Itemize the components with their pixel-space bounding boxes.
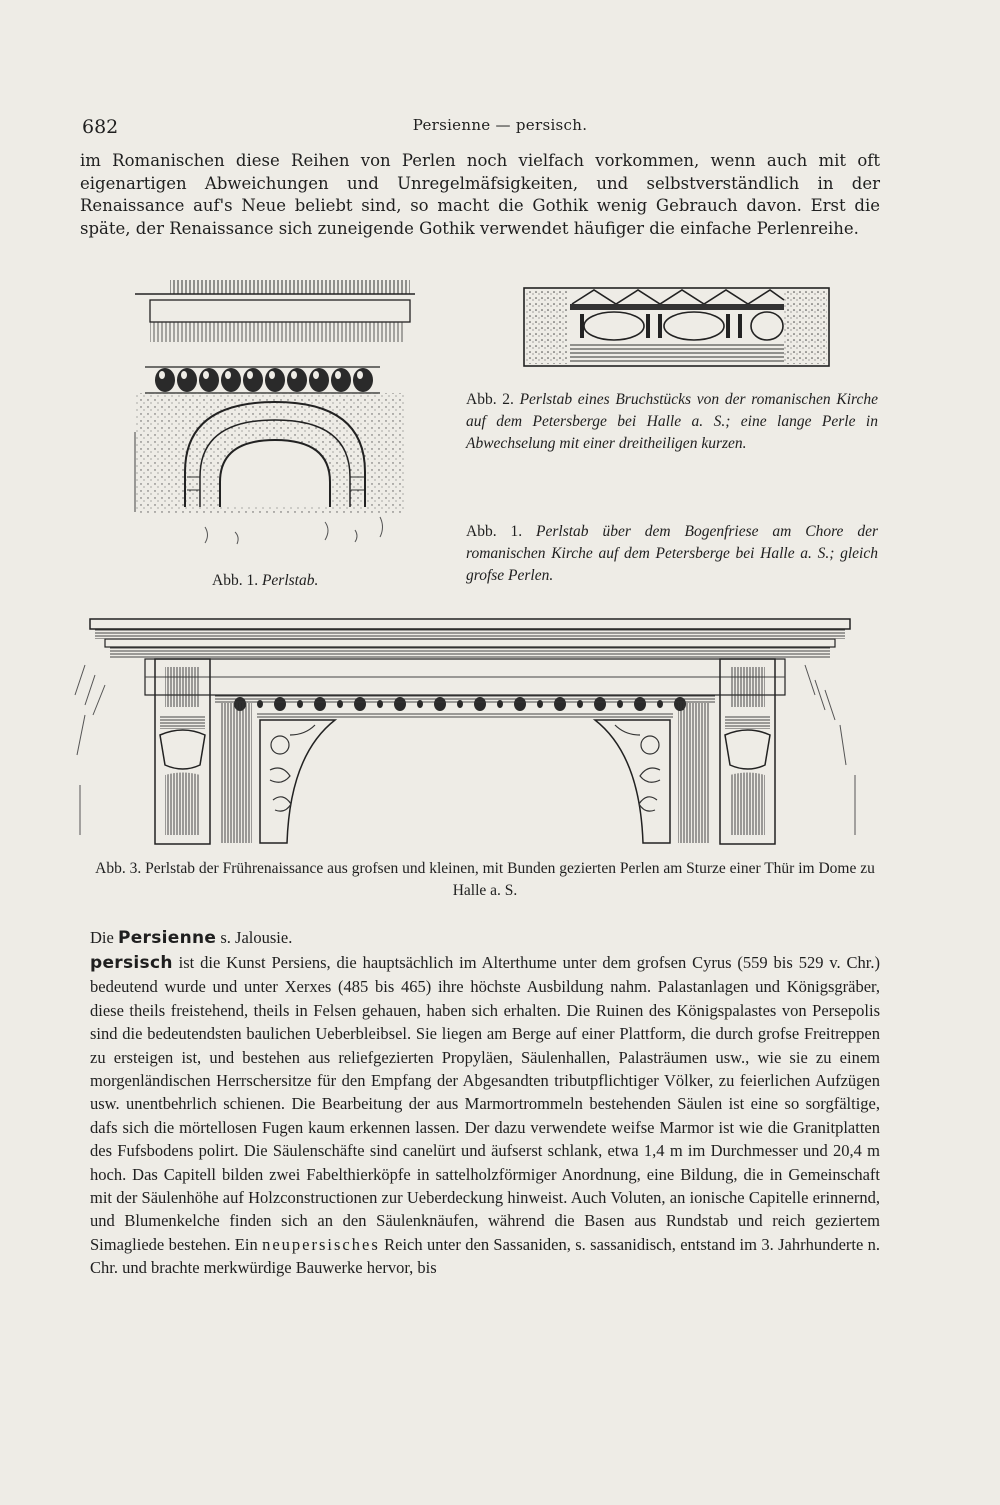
figure-1-long-caption — [466, 521, 878, 587]
intro-paragraph: im Romanischen diese Reihen von Perlen noch vielfach vorkommen, wenn auch mit oft eigenartigen Abweichungen und Unregelmäfsigkeiten, und selbstverständlich in der Renaissance auf's Neue beliebt sind, so macht die Gothik wenig Gebrauch davon. Erst die späte, der Renaissance sich zuneigende Gothik verwendet häufiger die einfache Perlenreihe. — [80, 151, 880, 238]
figure-3-caption — [90, 858, 880, 902]
figure-3-label: Abb. 3. — [95, 860, 142, 877]
entry-persisch-text-1: ist die Kunst Persiens, die hauptsächlich im Alterthume unter dem grofsen Cyrus (559 bis 529 v. Chr.) bedeutend wurde und unter Xerxes (485 bis 465) ihre höchste Ausbildung nahm. Palastanlagen und Königsgräber, diese theils freistehend, theils in Felsen gehauen, haben sich erhalten. Die Ruinen des Königspalastes von Persepolis sind die bedeutendsten baulichen Ueberbleibsel. Sie liegen am Berge auf einer Plattform, die durch grofse Freitreppen zu ersteigen ist, und bestehen aus reliefgezierten Propyläen, Säulenhallen, Palasträumen usw., wie sie zu einem morgenländischen Herrschersitze für den Empfang der Abgesandten tributpflichtiger Völker, zu feierlichen Aufzügen usw. unentbehrlich schienen. Die Bearbeitung der aus Marmortrommeln bestehenden Säulen ist eine so sorgfältige, dafs sich die mörtellosen Fugen kaum erkennen lassen. Der dazu verwendete weifse Marmor ist wie die Granitplatten des Fufsbodens polirt. Die Säulenschäfte sind canelürt und äufserst schlank, etwa 1,4 m im Durchmesser und 20,4 m hoch. Das Capitell bilden zwei Fabelthierköpfe in sattelholzförmiger Anordnung, eine Bildung, die in Gemeinschaft mit der Säulenhöhe auf Holzconstructionen zur Ueberdeckung hinweist. Auch Voluten, an ionische Capitelle erinnernd, und Blumenkelche finden sich an den Säulenknäufen, während die Basen aus Rundstab und reich geziertem Simagliede bestehen. Ein — [90, 953, 881, 1254]
figure-1-short-text: Perlstab. — [261, 572, 319, 589]
entry-persisch — [90, 951, 880, 1280]
page-number: 682 — [82, 116, 119, 138]
figure-2-label: Abb. 2. — [466, 391, 514, 408]
figure-1-long-label: Abb. 1. — [466, 523, 523, 540]
figure-2-caption-text: Perlstab eines Bruchstücks von der romanischen Kirche auf dem Petersberge bei Halle a. S.; eine lange Perle in Abwechselung mit einer dreitheiligen kurzen. — [466, 391, 878, 452]
entry-persienne-text: s. Jalousie. — [220, 928, 293, 947]
entry-persienne-headword: Persienne — [117, 928, 217, 948]
entry-persisch-headword: persisch — [90, 953, 173, 973]
running-head: Persienne — persisch. — [412, 116, 588, 134]
entry-persisch-spaced-term: neupersisches — [262, 1234, 380, 1254]
figure-1-short-caption — [212, 570, 318, 592]
figure-3-illustration — [65, 605, 870, 850]
figure-1-illustration — [125, 272, 435, 577]
figure-1-label: Abb. 1. — [212, 572, 259, 589]
entry-persisch-text-2: Reich unter den Sassaniden, s. sassanidisch, entstand im 3. Jahrhunderte n. Chr. und brachte merkwürdige Bauwerke hervor, bis — [90, 1234, 881, 1278]
entry-persienne-prefix: Die — [90, 928, 114, 947]
figure-1-long-caption-text: Perlstab über dem Bogenfriese am Chore der romanischen Kirche auf dem Petersberge bei Halle a. S.; gleich grofse Perlen. — [466, 523, 879, 584]
figure-2-caption — [466, 389, 878, 455]
entry-persienne — [90, 926, 880, 950]
figure-3-caption-text: Perlstab der Frührenaissance aus grofsen und kleinen, mit Bunden gezierten Perlen am Sturze einer Thür im Dome zu Halle a. S. — [145, 860, 875, 899]
figure-2-illustration — [522, 284, 832, 370]
